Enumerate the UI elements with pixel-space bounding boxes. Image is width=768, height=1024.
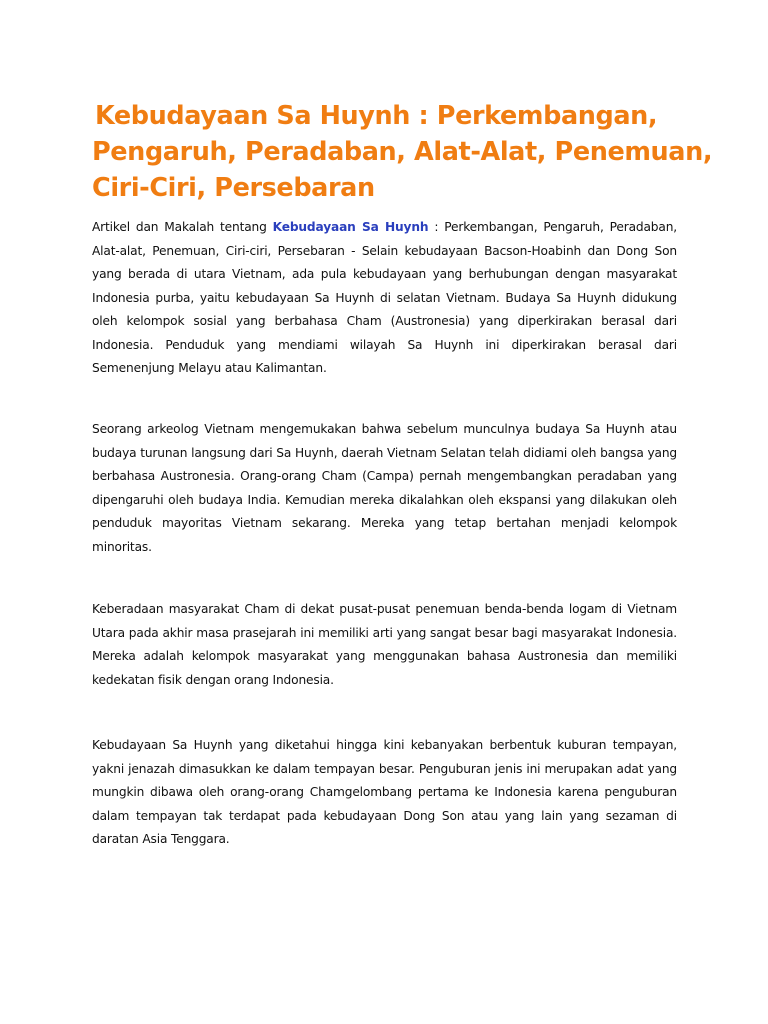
kebudayaan-sa-huynh-link[interactable]: Kebudayaan Sa Huynh <box>272 220 429 234</box>
article-title-line-3: Ciri-Ciri, Persebaran <box>92 173 375 203</box>
article-title-line-2: Pengaruh, Peradaban, Alat-Alat, Penemuan, <box>92 137 713 167</box>
intro-paragraph <box>92 216 677 381</box>
article-title-line-1: Kebudayaan Sa Huynh : Perkembangan, <box>95 101 658 131</box>
article-title <box>92 98 713 206</box>
intro-suffix: : Perkembangan, Pengaruh, Peradaban, Alat-alat, Penemuan, Ciri-ciri, Persebaran - Selain kebudayaan Bacson-Hoabinh dan Dong Son yang berada di utara Vietnam, ada pula kebudayaan yang berhubungan dengan masyarakat Indonesia purba, yaitu kebudayaan Sa Huynh di selatan Vietnam. Budaya Sa Huynh didukung oleh kelompok sosial yang berbahasa Cham (Austronesia) yang diperkirakan berasal dari Indonesia. Penduduk yang mendiami wilayah Sa Huynh ini diperkirakan berasal dari Semenenjung Melayu atau Kalimantan. <box>92 220 677 375</box>
intro-prefix: Artikel dan Makalah tentang <box>92 220 273 234</box>
body-paragraph: Seorang arkeolog Vietnam mengemukakan bahwa sebelum munculnya budaya Sa Huynh atau budaya turunan langsung dari Sa Huynh, daerah Vietnam Selatan telah didiami oleh bangsa yang berbahasa Austronesia. Orang-orang Cham (Campa) pernah mengembangkan peradaban yang dipengaruhi oleh budaya India. Kemudian mereka dikalahkan oleh ekspansi yang dilakukan oleh penduduk mayoritas Vietnam sekarang. Mereka yang tetap bertahan menjadi kelompok minoritas. <box>92 422 677 554</box>
body-paragraph: Keberadaan masyarakat Cham di dekat pusat-pusat penemuan benda-benda logam di Vietnam Utara pada akhir masa prasejarah ini memiliki arti yang sangat besar bagi masyarakat Indonesia. Mereka adalah kelompok masyarakat yang menggunakan bahasa Austronesia dan memiliki kedekatan fisik dengan orang Indonesia. <box>92 602 677 687</box>
body-paragraph: Kebudayaan Sa Huynh yang diketahui hingga kini kebanyakan berbentuk kuburan tempayan, yakni jenazah dimasukkan ke dalam tempayan besar. Penguburan jenis ini merupakan adat yang mungkin dibawa oleh orang-orang Chamgelombang pertama ke Indonesia karena penguburan dalam tempayan tak terdapat pada kebudayaan Dong Son atau yang lain yang sezaman di daratan Asia Tenggara. <box>92 738 677 846</box>
